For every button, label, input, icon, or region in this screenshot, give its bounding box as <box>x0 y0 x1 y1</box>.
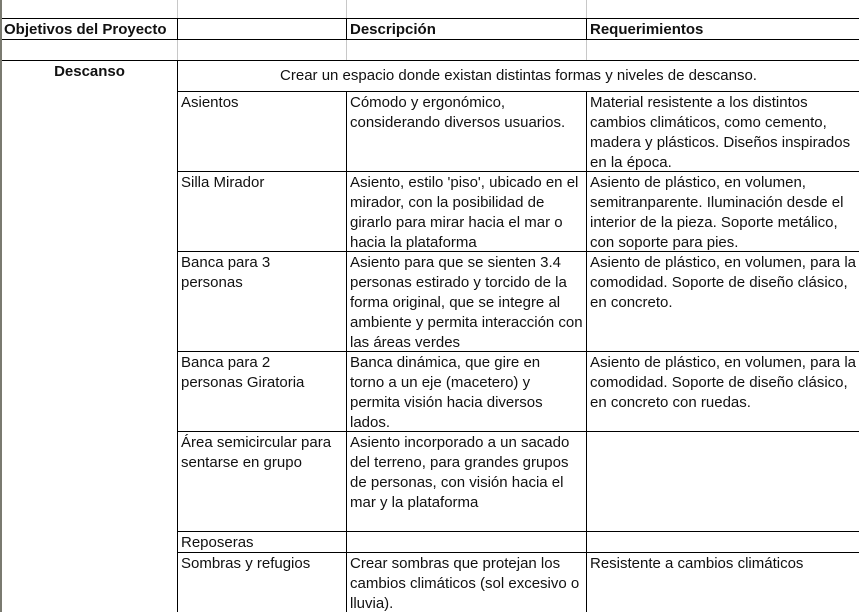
row-item[interactable]: Área semicircular para sentarse en grupo <box>181 434 332 471</box>
row-item[interactable]: Sombras y refugios <box>181 555 311 572</box>
row-descripcion[interactable]: Asiento para que se sienten 3.4 personas estirado y torcido de la forma original, que se integre al ambiente y permita interacción con las áreas verdes <box>350 254 583 351</box>
border <box>177 60 178 612</box>
header-empty[interactable] <box>178 19 346 39</box>
row-requerimientos[interactable]: Asiento de plástico, en volumen, para la comodidad. Soporte de diseño clásico, en concreto con ruedas. <box>590 354 856 411</box>
row-item[interactable]: Silla Mirador <box>181 174 265 191</box>
row-descripcion[interactable]: Asiento incorporado a un sacado del terreno, para grandes grupos de personas, con visión hacia el mar y la plataforma <box>350 434 570 511</box>
header-descripcion[interactable]: Descripción <box>350 21 436 38</box>
row-requerimientos[interactable]: Asiento de plástico, en volumen, semitranparente. Iluminación desde el interior de la pieza. Soporte metálico, con soporte para pies. <box>590 174 844 251</box>
row-requerimientos[interactable]: Resistente a cambios climáticos <box>590 555 804 572</box>
row-descripcion[interactable]: Crear sombras que protejan los cambios climáticos (sol excesivo o lluvia). <box>350 555 580 612</box>
row-requerimientos[interactable]: Material resistente a los distintos cambios climáticos, como cemento, madera y plásticos. Diseños inspirados en la época. <box>590 94 851 171</box>
row-requerimientos[interactable] <box>587 432 859 434</box>
row-descripcion[interactable]: Cómodo y ergonómico, considerando diversos usuarios. <box>350 94 566 131</box>
section-title[interactable]: Descanso <box>54 63 125 80</box>
row-requerimientos[interactable] <box>587 532 859 534</box>
section-summary[interactable]: Crear un espacio donde existan distintas formas y niveles de descanso. <box>280 67 757 84</box>
header-objetivos[interactable]: Objetivos del Proyecto <box>4 21 167 38</box>
row-item[interactable]: Asientos <box>181 94 239 111</box>
row-descripcion[interactable] <box>347 532 586 534</box>
row-item[interactable]: Banca para 2 personas Giratoria <box>181 354 305 391</box>
spreadsheet-table <box>2 0 859 612</box>
row-item[interactable]: Reposeras <box>181 534 254 551</box>
header-requerimientos[interactable]: Requerimientos <box>590 21 704 38</box>
row-descripcion[interactable]: Asiento, estilo 'piso', ubicado en el mirador, con la posibilidad de girarlo para mirar hacia el mar o hacia la plataforma <box>350 174 579 251</box>
row-descripcion[interactable]: Banca dinámica, que gire en torno a un eje (macetero) y permita visión hacia diversos lados. <box>350 354 543 431</box>
row-item[interactable]: Banca para 3 personas <box>181 254 271 291</box>
row-requerimientos[interactable]: Asiento de plástico, en volumen, para la comodidad. Soporte de diseño clásico, en concreto. <box>590 254 856 311</box>
